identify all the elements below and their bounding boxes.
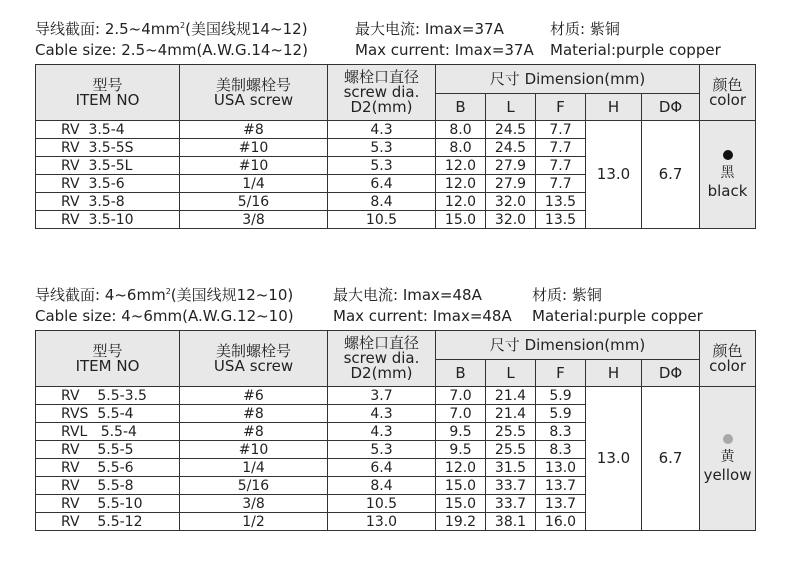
d2-cell: 8.4 bbox=[328, 193, 436, 211]
color-name-en: black bbox=[707, 182, 748, 200]
screw-dia-header-unit: D2(mm) bbox=[350, 364, 413, 382]
l-cell: 38.1 bbox=[486, 513, 536, 531]
item-no-header-cn: 型号 bbox=[92, 341, 123, 360]
f-cell: 5.9 bbox=[536, 387, 586, 405]
b-cell: 9.5 bbox=[436, 423, 486, 441]
spec-section-1 bbox=[35, 18, 755, 229]
f-cell: 16.0 bbox=[536, 513, 586, 531]
max-current-cn: 最大电流: Imax=37A bbox=[355, 20, 504, 38]
screw-dia-header bbox=[328, 331, 436, 387]
screw-dia-header-en: screw dia. bbox=[343, 83, 420, 101]
l-header: L bbox=[486, 94, 536, 121]
color-header bbox=[700, 331, 756, 387]
screw-cell: 3/8 bbox=[180, 211, 328, 229]
cable-size-en: Cable size: 2.5~4mm(A.W.G.14~12) bbox=[35, 41, 308, 59]
color-cell bbox=[700, 121, 756, 229]
usa-screw-header-en: USA screw bbox=[213, 356, 294, 375]
info-line-cn bbox=[35, 18, 755, 40]
item-no-header bbox=[36, 65, 180, 121]
l-cell: 33.7 bbox=[486, 477, 536, 495]
spec-info-2 bbox=[35, 284, 755, 330]
screw-dia-header-cn: 螺栓口直径 bbox=[343, 334, 419, 352]
max-current-cn: 最大电流: Imax=48A bbox=[333, 286, 482, 304]
screw-cell: 1/2 bbox=[180, 513, 328, 531]
screw-cell: 1/4 bbox=[180, 175, 328, 193]
screw-cell: #6 bbox=[180, 387, 328, 405]
l-cell: 27.9 bbox=[486, 175, 536, 193]
item-no-cell: RV 5.5-8 bbox=[36, 477, 180, 495]
item-no-cell: RV 5.5-6 bbox=[36, 459, 180, 477]
l-cell: 25.5 bbox=[486, 441, 536, 459]
f-cell: 13.7 bbox=[536, 495, 586, 513]
item-no-cell: RV 3.5-8 bbox=[36, 193, 180, 211]
info-line-en bbox=[35, 307, 755, 329]
b-cell: 12.0 bbox=[436, 157, 486, 175]
color-header-en: color bbox=[709, 90, 746, 109]
color-header bbox=[700, 65, 756, 121]
d2-cell: 10.5 bbox=[328, 495, 436, 513]
color-cell bbox=[700, 387, 756, 531]
screw-cell: #10 bbox=[180, 157, 328, 175]
d2-cell: 6.4 bbox=[328, 459, 436, 477]
f-cell: 8.3 bbox=[536, 423, 586, 441]
superscript-2: 2 bbox=[180, 21, 186, 30]
dphi-header: DΦ bbox=[642, 360, 700, 387]
item-no-header-cn: 型号 bbox=[92, 75, 123, 94]
d2-cell: 4.3 bbox=[328, 423, 436, 441]
f-cell: 13.0 bbox=[536, 459, 586, 477]
b-cell: 12.0 bbox=[436, 175, 486, 193]
cable-section-cn-text: 导线截面: 2.5~4mm bbox=[35, 20, 181, 38]
screw-cell: 5/16 bbox=[180, 193, 328, 211]
item-no-cell: RVL 5.5-4 bbox=[36, 423, 180, 441]
f-cell: 13.5 bbox=[536, 193, 586, 211]
screw-dia-header-en: screw dia. bbox=[343, 349, 420, 367]
l-cell: 21.4 bbox=[486, 405, 536, 423]
cable-size-en: Cable size: 4~6mm(A.W.G.12~10) bbox=[35, 307, 294, 325]
d2-cell: 5.3 bbox=[328, 441, 436, 459]
material-cn: 材质: 紫铜 bbox=[532, 286, 602, 304]
max-current-en: Max current: Imax=48A bbox=[333, 307, 512, 325]
b-cell: 19.2 bbox=[436, 513, 486, 531]
b-cell: 15.0 bbox=[436, 495, 486, 513]
item-no-header bbox=[36, 331, 180, 387]
b-cell: 7.0 bbox=[436, 405, 486, 423]
d2-cell: 13.0 bbox=[328, 513, 436, 531]
item-no-cell: RV 3.5-5L bbox=[36, 157, 180, 175]
d2-cell: 4.3 bbox=[328, 121, 436, 139]
f-cell: 13.5 bbox=[536, 211, 586, 229]
color-header-cn: 颜色 bbox=[712, 341, 743, 360]
color-swatch-dot bbox=[723, 150, 733, 160]
f-header: F bbox=[536, 94, 586, 121]
usa-screw-header bbox=[180, 65, 328, 121]
usa-screw-header-en: USA screw bbox=[213, 90, 294, 109]
d2-cell: 5.3 bbox=[328, 139, 436, 157]
l-header: L bbox=[486, 360, 536, 387]
usa-screw-header-cn: 美制螺栓号 bbox=[215, 341, 291, 360]
dphi-header: DΦ bbox=[642, 94, 700, 121]
spec-section-2 bbox=[35, 284, 755, 531]
d2-cell: 3.7 bbox=[328, 387, 436, 405]
b-cell: 7.0 bbox=[436, 387, 486, 405]
l-cell: 21.4 bbox=[486, 387, 536, 405]
cable-section-cn-text: 导线截面: 4~6mm bbox=[35, 286, 166, 304]
f-cell: 7.7 bbox=[536, 157, 586, 175]
screw-dia-header-cn: 螺栓口直径 bbox=[343, 68, 419, 86]
screw-cell: #8 bbox=[180, 405, 328, 423]
h-value-cell: 13.0 bbox=[586, 387, 642, 531]
table-row bbox=[36, 121, 756, 139]
l-cell: 27.9 bbox=[486, 157, 536, 175]
f-cell: 7.7 bbox=[536, 121, 586, 139]
item-no-cell: RV 3.5-4 bbox=[36, 121, 180, 139]
item-no-cell: RV 5.5-3.5 bbox=[36, 387, 180, 405]
awg-cn-text: (美国线规12~10) bbox=[170, 286, 294, 304]
color-swatch-dot bbox=[723, 434, 733, 444]
color-name-cn: 黄 bbox=[720, 449, 735, 465]
spec-table-2 bbox=[35, 330, 756, 531]
spec-info-1 bbox=[35, 18, 755, 64]
b-cell: 15.0 bbox=[436, 211, 486, 229]
l-cell: 25.5 bbox=[486, 423, 536, 441]
b-cell: 15.0 bbox=[436, 477, 486, 495]
spec-table-1 bbox=[35, 64, 756, 229]
item-no-cell: RV 3.5-5S bbox=[36, 139, 180, 157]
d2-cell: 8.4 bbox=[328, 477, 436, 495]
item-no-cell: RV 5.5-12 bbox=[36, 513, 180, 531]
f-cell: 7.7 bbox=[536, 139, 586, 157]
b-cell: 12.0 bbox=[436, 459, 486, 477]
item-no-cell: RV 3.5-10 bbox=[36, 211, 180, 229]
b-cell: 12.0 bbox=[436, 193, 486, 211]
screw-cell: #8 bbox=[180, 121, 328, 139]
l-cell: 32.0 bbox=[486, 211, 536, 229]
h-value-cell: 13.0 bbox=[586, 121, 642, 229]
d2-cell: 5.3 bbox=[328, 157, 436, 175]
item-no-cell: RV 5.5-10 bbox=[36, 495, 180, 513]
d2-cell: 6.4 bbox=[328, 175, 436, 193]
max-current-en: Max current: Imax=37A bbox=[355, 41, 534, 59]
screw-cell: 3/8 bbox=[180, 495, 328, 513]
screw-cell: 5/16 bbox=[180, 477, 328, 495]
l-cell: 24.5 bbox=[486, 121, 536, 139]
item-no-header-en: ITEM NO bbox=[75, 90, 140, 109]
usa-screw-header bbox=[180, 331, 328, 387]
screw-cell: 1/4 bbox=[180, 459, 328, 477]
screw-cell: #10 bbox=[180, 441, 328, 459]
l-cell: 31.5 bbox=[486, 459, 536, 477]
dimension-header: 尺寸 Dimension(mm) bbox=[436, 65, 700, 94]
h-header: H bbox=[586, 94, 642, 121]
material-en: Material:purple copper bbox=[550, 41, 721, 59]
f-cell: 8.3 bbox=[536, 441, 586, 459]
item-no-cell: RV 3.5-6 bbox=[36, 175, 180, 193]
item-no-header-en: ITEM NO bbox=[75, 356, 140, 375]
f-cell: 7.7 bbox=[536, 175, 586, 193]
b-header: B bbox=[436, 360, 486, 387]
d2-cell: 4.3 bbox=[328, 405, 436, 423]
info-line-en bbox=[35, 41, 755, 63]
screw-dia-header-unit: D2(mm) bbox=[350, 98, 413, 116]
superscript-2: 2 bbox=[165, 287, 171, 296]
color-name-cn: 黑 bbox=[720, 165, 735, 181]
b-cell: 8.0 bbox=[436, 121, 486, 139]
l-cell: 32.0 bbox=[486, 193, 536, 211]
f-header: F bbox=[536, 360, 586, 387]
cable-section-cn bbox=[35, 284, 293, 305]
f-cell: 5.9 bbox=[536, 405, 586, 423]
screw-cell: #10 bbox=[180, 139, 328, 157]
screw-cell: #8 bbox=[180, 423, 328, 441]
b-cell: 8.0 bbox=[436, 139, 486, 157]
item-no-cell: RV 5.5-5 bbox=[36, 441, 180, 459]
h-header: H bbox=[586, 360, 642, 387]
usa-screw-header-cn: 美制螺栓号 bbox=[215, 75, 291, 94]
material-en: Material:purple copper bbox=[532, 307, 703, 325]
cable-section-cn bbox=[35, 18, 308, 39]
awg-cn-text: (美国线规14~12) bbox=[185, 20, 308, 38]
f-cell: 13.7 bbox=[536, 477, 586, 495]
d2-cell: 10.5 bbox=[328, 211, 436, 229]
b-header: B bbox=[436, 94, 486, 121]
color-name-en: yellow bbox=[703, 466, 752, 484]
dimension-header: 尺寸 Dimension(mm) bbox=[436, 331, 700, 360]
table-row bbox=[36, 387, 756, 405]
l-cell: 33.7 bbox=[486, 495, 536, 513]
screw-dia-header bbox=[328, 65, 436, 121]
item-no-cell: RVS 5.5-4 bbox=[36, 405, 180, 423]
info-line-cn bbox=[35, 284, 755, 306]
dphi-value-cell: 6.7 bbox=[642, 121, 700, 229]
b-cell: 9.5 bbox=[436, 441, 486, 459]
l-cell: 24.5 bbox=[486, 139, 536, 157]
color-header-en: color bbox=[709, 356, 746, 375]
material-cn: 材质: 紫铜 bbox=[550, 20, 620, 38]
dphi-value-cell: 6.7 bbox=[642, 387, 700, 531]
color-header-cn: 颜色 bbox=[712, 75, 743, 94]
